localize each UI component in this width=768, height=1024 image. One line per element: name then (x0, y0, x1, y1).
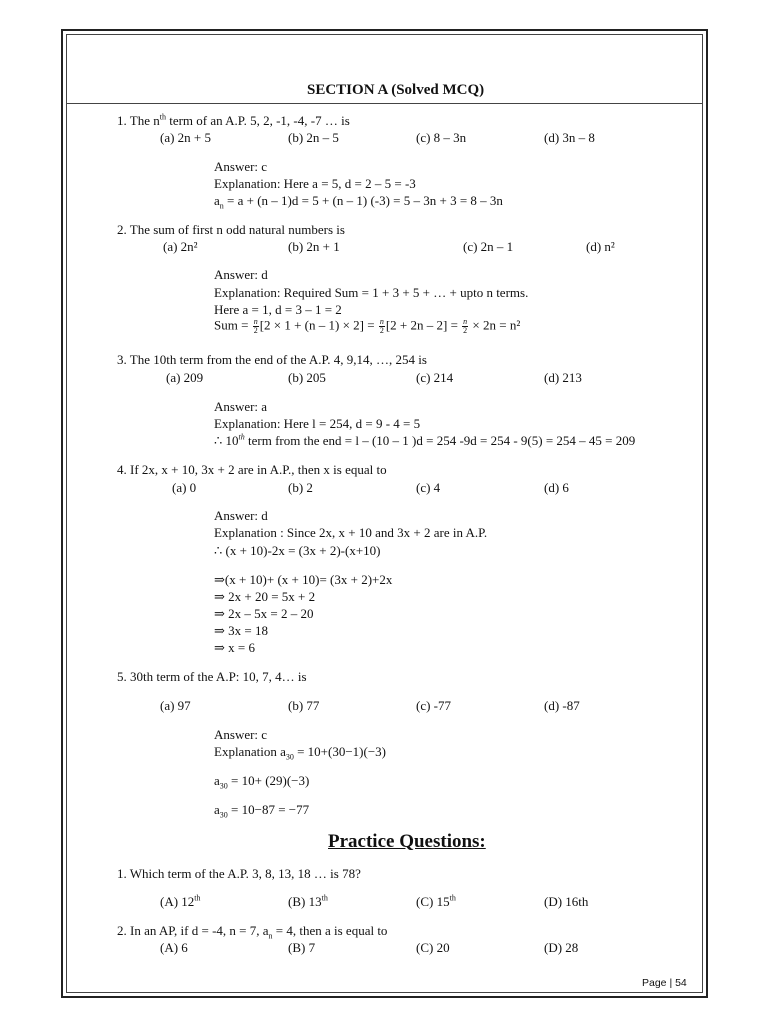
q4-option-c: (c) 4 (416, 480, 441, 495)
q2-answer: Answer: d (214, 267, 268, 282)
q4-option-b: (b) 2 (288, 480, 313, 495)
q5-explanation: Explanation $a_{30} = 10+(30-1)(-3)$ (214, 744, 386, 762)
q5-option-b: (b) 77 (288, 698, 320, 713)
q1-explanation: Explanation: Here a = 5, d = 2 – 5 = -3 (214, 176, 416, 191)
practice-question-1: 1. Which term of the A.P. 3, 8, 13, 18 … is 78? (117, 866, 361, 881)
q1-answer: Answer: c (214, 159, 268, 174)
q5-option-c: (c) -77 (416, 698, 452, 713)
p2-option-d: (D) 28 (544, 940, 579, 955)
q4-step: ⇒ x = 6 (214, 640, 255, 655)
q5-step: $a_{30} = 10-87 = -77$ (214, 802, 310, 820)
q3-option-c: (c) 214 (416, 370, 454, 385)
p2-option-b: (B) 7 (288, 940, 316, 955)
q4-step: ⇒(x + 10)+ (x + 10)= (3x + 2)+2x (214, 572, 393, 587)
p1-option-b: (B) 13th (288, 893, 328, 909)
fraction-n-over-2: $\frac{n}{2}$ (379, 317, 384, 335)
q1-option-d: (d) 3n – 8 (544, 130, 595, 145)
q3-option-d: (d) 213 (544, 370, 582, 385)
q2-explanation: Explanation: Required Sum = 1 + 3 + 5 + … + upto n terms. (214, 285, 529, 300)
question-5: 5. 30th term of the A.P: 10, 7, 4… is (117, 669, 307, 684)
q2-explanation-values: Here a = 1, d = 3 – 1 = 2 (214, 302, 342, 317)
q3-answer: Answer: a (214, 399, 268, 414)
practice-question-2: 2. In an AP, if d = -4, n = 7, $a_n = 4$, then a is equal to (117, 923, 388, 941)
page-number: Page | 54 (642, 977, 687, 989)
q5-option-d: (d) -87 (544, 698, 580, 713)
q5-option-a: (a) 97 (160, 698, 191, 713)
q2-option-b: (b) 2n + 1 (288, 239, 340, 254)
q1-option-c: (c) 8 – 3n (416, 130, 467, 145)
p1-option-a: (A) 12th (160, 893, 201, 909)
p2-option-a: (A) 6 (160, 940, 188, 955)
q4-option-a: (a) 0 (172, 480, 197, 495)
p1-option-d: (D) 16th (544, 894, 589, 909)
question-1: 1. The $n^{th}$ term of an A.P. 5, 2, -1, -4, -7 … is (117, 112, 350, 128)
q4-step: ⇒ 3x = 18 (214, 623, 268, 638)
q2-option-d: (d) n² (586, 239, 615, 254)
q5-step: $a_{30} = 10+ (29)(-3)$ (214, 773, 310, 791)
fraction-n-over-2: $\frac{n}{2}$ (253, 317, 258, 335)
p2-option-c: (C) 20 (416, 940, 450, 955)
q4-step: ⇒ 2x + 20 = 5x + 2 (214, 589, 316, 604)
section-title: SECTION A (Solved MCQ) (307, 82, 485, 98)
q5-answer: Answer: c (214, 727, 268, 742)
question-2: 2. The sum of first n odd natural numbers is (117, 222, 345, 237)
q2-option-a: (a) 2n² (163, 239, 198, 254)
question-4: 4. If 2x, x + 10, 3x + 2 are in A.P., then x is equal to (117, 462, 387, 477)
q3-explanation-formula: ∴ 10th term from the end = l – (10 – 1 )d = 254 -9d = 254 - 9(5) = 254 – 45 = 209 (214, 432, 636, 448)
q4-explanation: Explanation : Since 2x, x + 10 and 3x + 2 are in A.P. (214, 525, 488, 540)
section-rule (66, 103, 703, 104)
q2-sum-formula: Sum = $\frac{n}{2}$ [2 × 1 + (n – 1) × 2] = $\frac{n}{2}$ [2 + 2n – 2] = $\frac{n}{2}$ × 2n = n² (214, 317, 521, 335)
q4-option-d: (d) 6 (544, 480, 569, 495)
q3-option-b: (b) 205 (288, 370, 326, 385)
q4-explanation-equation: ∴ (x + 10)-2x = (3x + 2)-(x+10) (214, 543, 381, 558)
q3-explanation: Explanation: Here l = 254, d = 9 - 4 = 5 (214, 416, 421, 431)
q3-option-a: (a) 209 (166, 370, 204, 385)
q4-answer: Answer: d (214, 508, 268, 523)
q2-option-c: (c) 2n – 1 (463, 239, 514, 254)
fraction-n-over-2: $\frac{n}{2}$ (463, 317, 468, 335)
practice-heading: Practice Questions: (328, 831, 486, 852)
q4-step: ⇒ 2x – 5x = 2 – 20 (214, 606, 314, 621)
q1-option-b: (b) 2n – 5 (288, 130, 339, 145)
q1-option-a: (a) 2n + 5 (160, 130, 212, 145)
q1-explanation-formula: $a_n = a + (n - 1)d = 5 + (n - 1) (-3) = 5 - 3n + 3 = 8 - 3n$ (214, 193, 503, 211)
question-3: 3. The 10th term from the end of the A.P. 4, 9,14, …, 254 is (117, 352, 427, 367)
p1-option-c: (C) 15th (416, 893, 456, 909)
